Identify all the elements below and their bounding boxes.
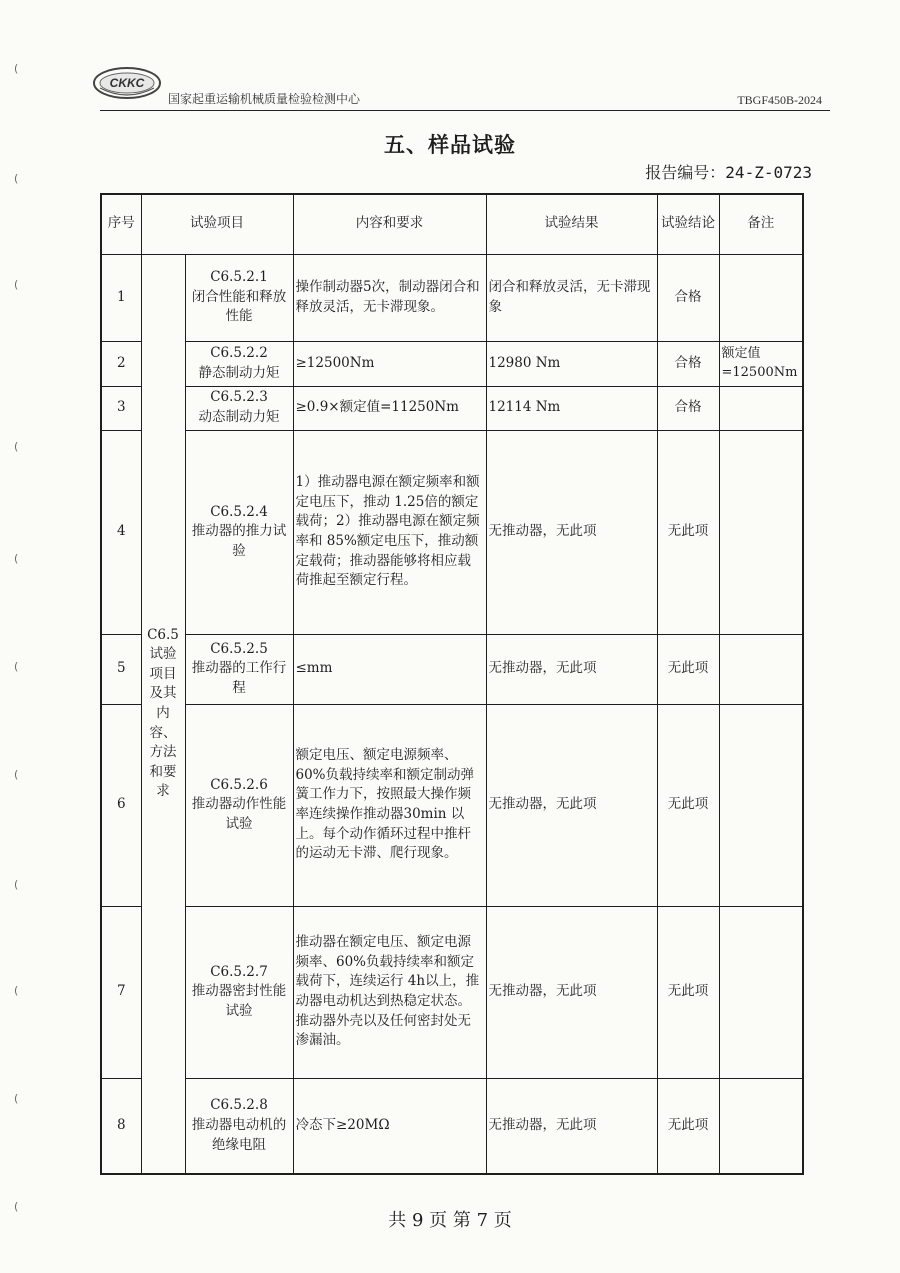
binding-mark: ( [14,172,19,185]
row-result: 无推动器，无此项 [486,906,657,1078]
item-code: C6.5.2.2 [210,344,268,361]
binding-mark: ( [14,440,19,453]
report-number [645,160,812,183]
row-seq: 8 [101,1078,141,1174]
item-code: C6.5.2.5 [210,640,268,657]
row-result: 无推动器，无此项 [486,430,657,634]
row-item [185,386,293,430]
page-counter: 共 9 页 第 7 页 [388,1210,512,1231]
row-conclusion: 合格 [657,341,719,386]
row-remark: 额定值=12500Nm [719,341,803,386]
row-content: ≥0.9×额定值=11250Nm [293,386,486,430]
row-result: 无推动器，无此项 [486,704,657,906]
row-remark [719,634,803,704]
row-result: 无推动器，无此项 [486,634,657,704]
item-code: C6.5.2.6 [210,776,268,793]
row-item [185,430,293,634]
row-item [185,1078,293,1174]
row-remark [719,430,803,634]
row-result: 闭合和释放灵活，无卡滞现象 [486,254,657,341]
table-row [101,634,803,704]
row-content: 推动器在额定电压、额定电源频率、60%负载持续率和额定载荷下，连续运行 4h以上，推动器电动机达到热稳定状态。推动器外壳以及任何密封处无渗漏油。 [293,906,486,1078]
binding-mark: ( [14,552,19,565]
table-row [101,254,803,341]
binding-mark: ( [14,984,19,997]
row-remark [719,386,803,430]
binding-mark: ( [14,62,19,75]
table-row [101,430,803,634]
header-result: 试验结果 [486,194,657,254]
page-title: 五、样品试验 [384,133,516,157]
row-remark [719,254,803,341]
header-seq: 序号 [101,194,141,254]
item-name: 静态制动力矩 [198,364,280,381]
header-conclusion: 试验结论 [657,194,719,254]
row-item [185,254,293,341]
item-code: C6.5.2.7 [210,963,268,980]
item-name: 推动器的工作行程 [191,660,287,696]
header-item: 试验项目 [141,194,293,254]
row-conclusion: 合格 [657,386,719,430]
table-row [101,1078,803,1174]
row-content: 操作制动器5次，制动器闭合和释放灵活，无卡滞现象。 [293,254,486,341]
row-item [185,634,293,704]
svg-text:CKKC: CKKC [109,76,145,90]
header-content: 内容和要求 [293,194,486,254]
item-name: 推动器动作性能试验 [191,796,287,832]
row-conclusion: 无此项 [657,704,719,906]
document-code: TBGF450B-2024 [737,93,822,107]
row-seq: 1 [101,254,141,341]
row-remark [719,704,803,906]
item-name: 动态制动力矩 [198,409,280,425]
row-content: ≤mm [293,634,486,704]
row-seq: 5 [101,634,141,704]
row-seq: 2 [101,341,141,386]
item-name: 推动器密封性能试验 [191,983,287,1019]
binding-mark: ( [14,1092,19,1105]
binding-mark: ( [14,278,19,291]
organization-logo-icon [92,66,162,100]
row-content: ≥12500Nm [293,341,486,386]
row-content: 1）推动器电源在额定频率和额定电压下，推动 1.25倍的额定载荷；2）推动器电源在额定频率和 85%额定电压下，推动额定载荷；推动器能够将相应载荷推起至额定行程。 [293,430,486,634]
binding-mark: ( [14,1200,19,1213]
item-code: C6.5.2.8 [210,1097,268,1114]
header-divider [100,110,830,111]
row-seq: 4 [101,430,141,634]
row-conclusion: 合格 [657,254,719,341]
row-conclusion: 无此项 [657,430,719,634]
row-result: 无推动器，无此项 [486,1078,657,1174]
row-conclusion: 无此项 [657,634,719,704]
binding-mark: ( [14,660,19,673]
table-row [101,386,803,430]
item-name: 推动器的推力试验 [191,523,287,559]
sample-test-table [100,193,804,1175]
item-name: 闭合性能和释放性能 [191,288,287,325]
report-number-label: 报告编号： [645,163,726,182]
item-name: 推动器电动机的绝缘电阻 [191,1116,287,1153]
row-seq: 7 [101,906,141,1078]
row-item [185,704,293,906]
item-code: C6.5.2.4 [210,503,268,520]
row-content: 额定电压、额定电源频率、60%负载持续率和额定制动弹簧工作力下，按照最大操作频率连续操作推动器30min 以上。每个动作循环过程中推杆的运动无卡滞、爬行现象。 [293,704,486,906]
header-remark: 备注 [719,194,803,254]
row-seq: 3 [101,386,141,430]
row-result: 12980 Nm [486,341,657,386]
table-row [101,341,803,386]
report-number-value: 24-Z-0723 [725,163,812,182]
item-code: C6.5.2.1 [210,269,268,286]
table-header-row [101,194,803,254]
row-remark [719,1078,803,1174]
test-category: C6.5试验项目及其内容、方法和要求 [141,254,185,1174]
row-item [185,906,293,1078]
binding-mark: ( [14,878,19,891]
binding-mark: ( [14,768,19,781]
row-conclusion: 无此项 [657,1078,719,1174]
row-content: 冷态下≥20MΩ [293,1078,486,1174]
row-result: 12114 Nm [486,386,657,430]
table-row [101,906,803,1078]
row-seq: 6 [101,704,141,906]
organization-name: 国家起重运输机械质量检验检测中心 [168,92,361,106]
row-item [185,341,293,386]
row-remark [719,906,803,1078]
row-conclusion: 无此项 [657,906,719,1078]
item-code: C6.5.2.3 [210,389,268,406]
table-row [101,704,803,906]
